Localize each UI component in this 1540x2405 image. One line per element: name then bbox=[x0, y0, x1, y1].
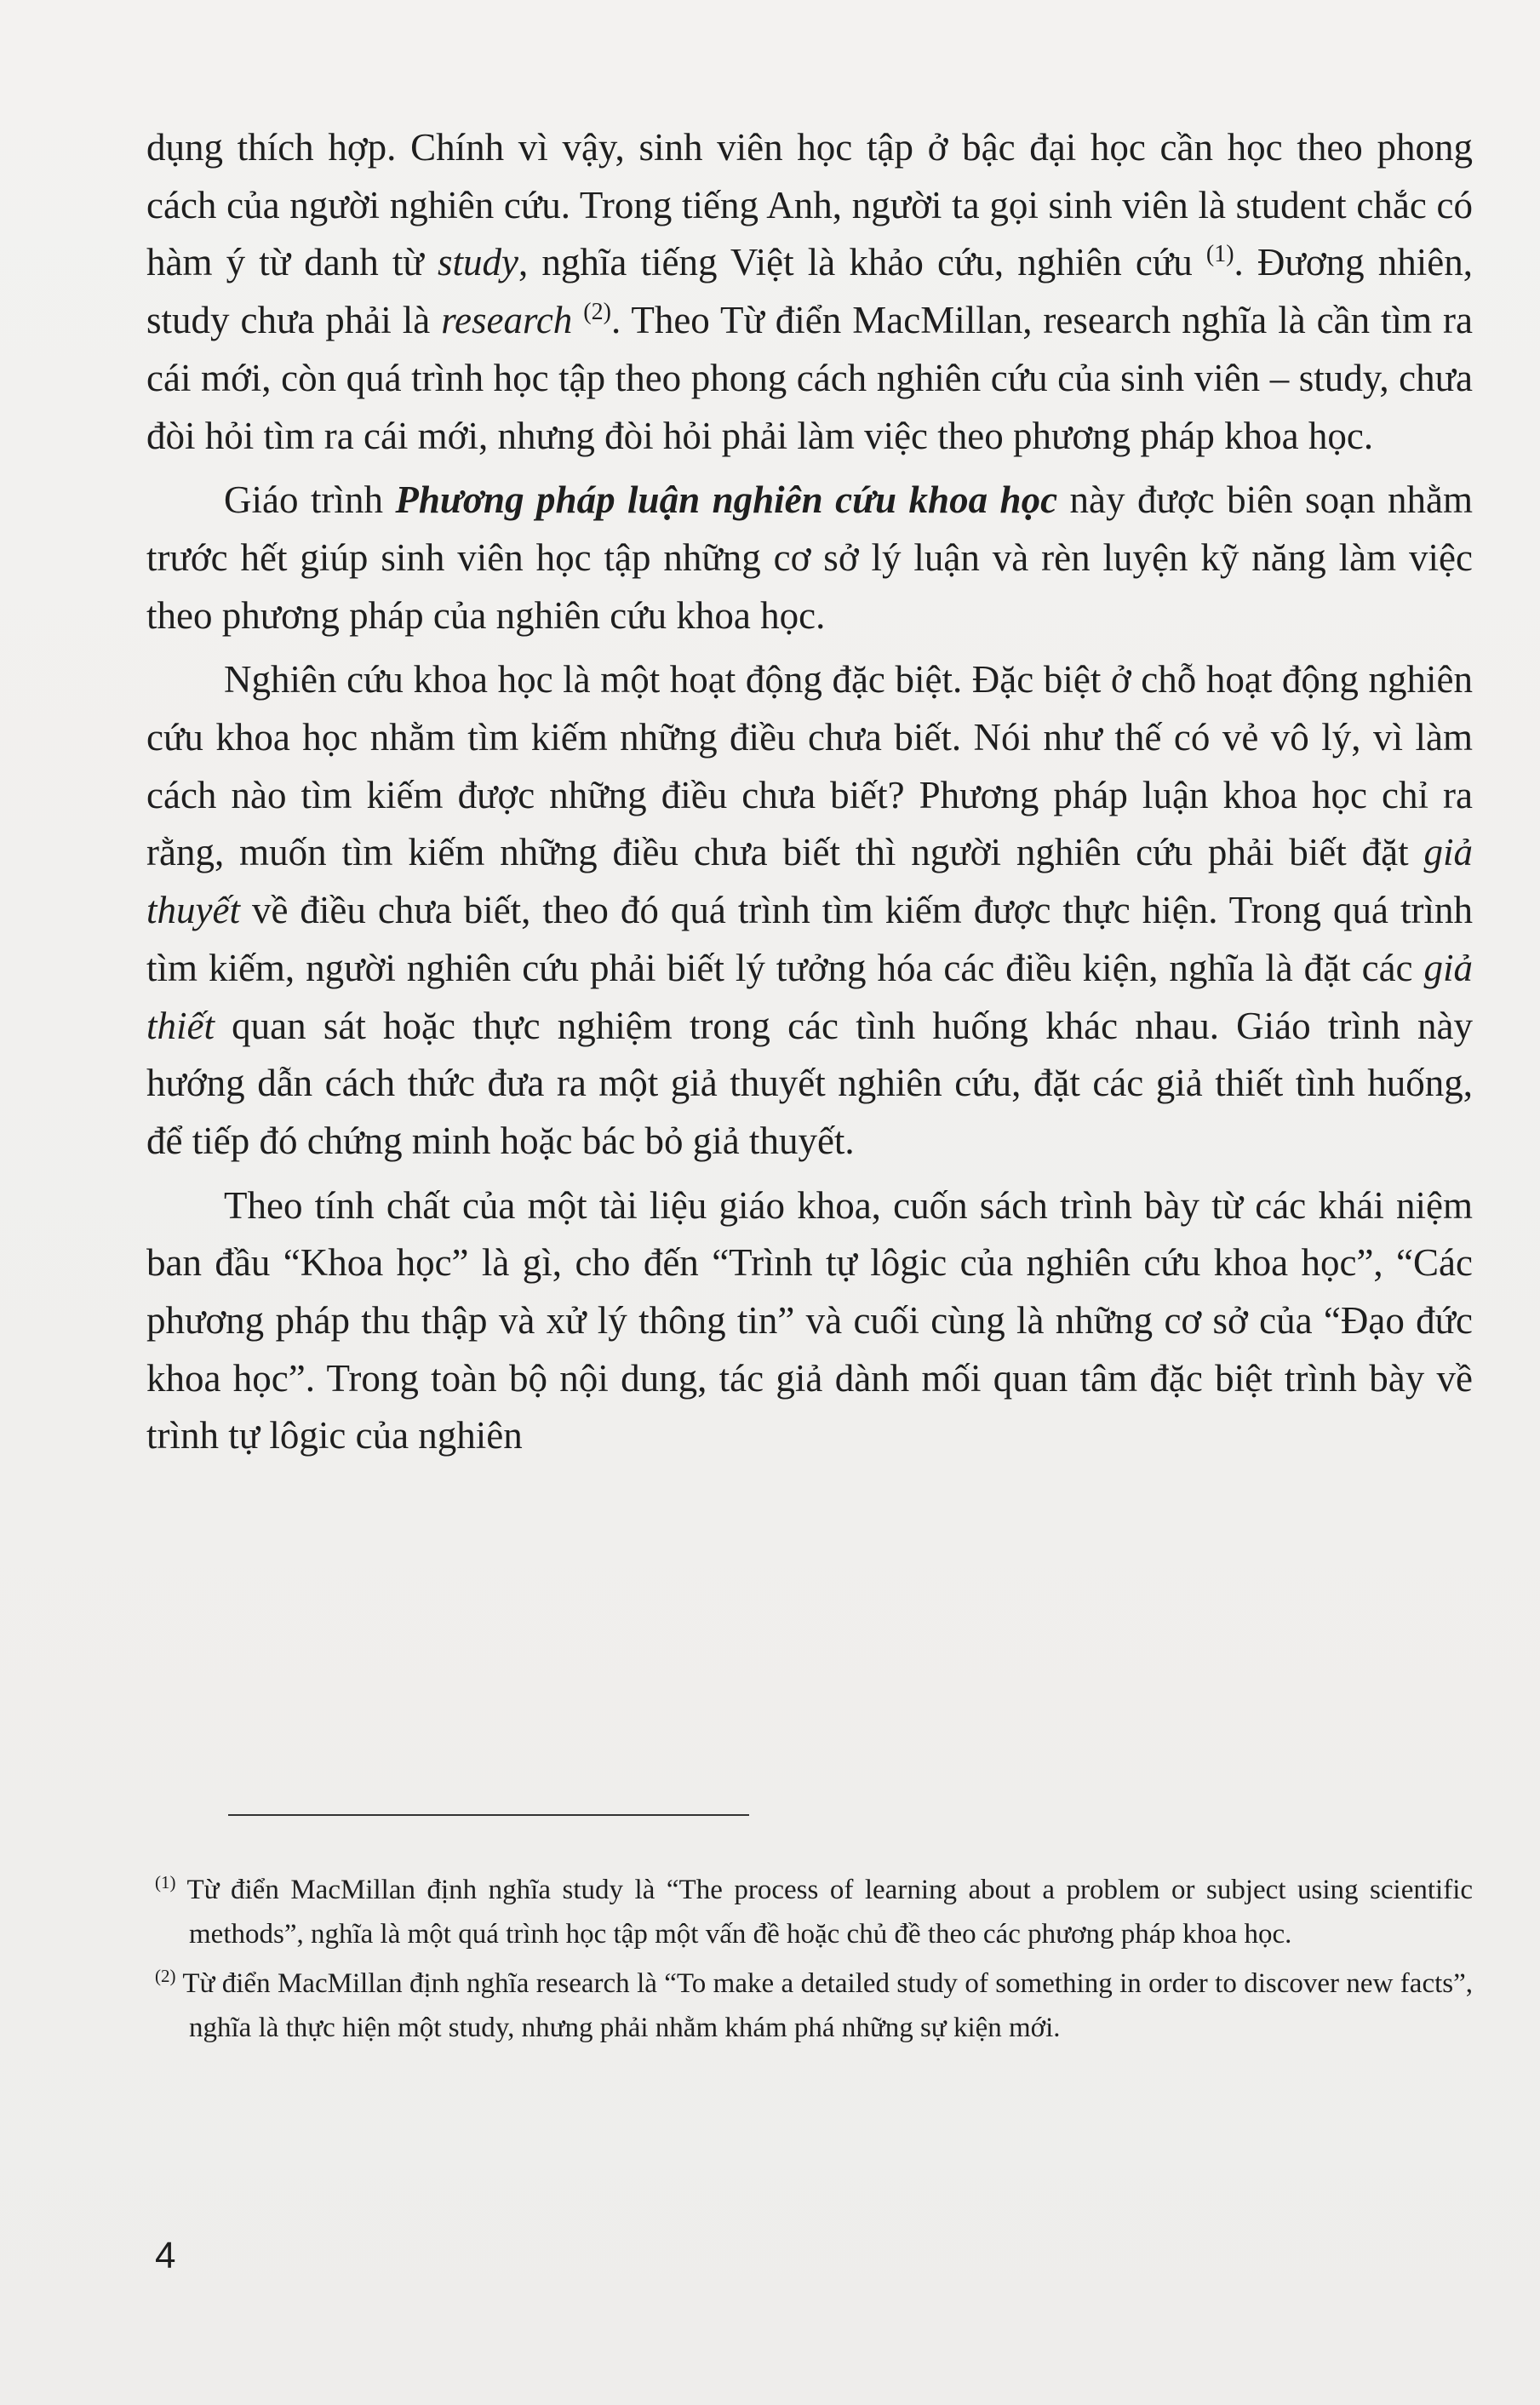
text-run: quan sát hoặc thực nghiệm trong các tình huống khác nhau. Giáo trình này hướng dẫn cách thức đưa ra một giả thuyết nghiên cứu, đặt các giả thiết tình huống, để tiếp đó chứng minh hoặc bác bỏ giả thuyết. bbox=[146, 1004, 1473, 1162]
paragraph bbox=[146, 1177, 1473, 1466]
text-run: . Theo Từ điển MacMillan, research nghĩa là cần tìm ra cái mới, còn quá trình học tập theo phong cách nghiên cứu của sinh viên – study, chưa đòi hỏi tìm ra cái mới, nhưng đòi hỏi phải làm việc theo phương pháp khoa học. bbox=[146, 299, 1473, 457]
footnote-text: Từ điển MacMillan định nghĩa research là “To make a detailed study of something in order to discover new facts”, nghĩa là thực hiện một study, nhưng phải nhằm khám phá những sự kiện mới. bbox=[182, 1968, 1473, 2043]
footnote-marker: (2) bbox=[155, 1966, 176, 1986]
footnote-reference: (1) bbox=[1205, 241, 1234, 268]
footnote-marker: (1) bbox=[155, 1872, 176, 1893]
text-run: về điều chưa biết, theo đó quá trình tìm kiếm được thực hiện. Trong quá trình tìm kiếm, người nghiên cứu phải biết lý tưởng hóa các điều kiện, nghĩa là đặt các bbox=[146, 889, 1473, 989]
footnotes bbox=[155, 1868, 1473, 2055]
book-title: Phương pháp luận nghiên cứu khoa học bbox=[395, 478, 1058, 522]
paragraph bbox=[146, 119, 1473, 465]
footnote-1 bbox=[155, 1868, 1473, 1956]
text-run: dụng thích hợp. Chính vì vậy, sinh viên học tập ở bậc đại học cần học theo phong cách của người nghiên cứu. Trong tiếng Anh, người ta gọi sinh viên là student chắc có hàm ý từ danh từ bbox=[146, 126, 1473, 284]
paragraph bbox=[146, 651, 1473, 1170]
text-run: này được biên soạn nhằm trước hết giúp sinh viên học tập những cơ sở lý luận và rèn luyện kỹ năng làm việc theo phương pháp của nghiên cứu khoa học. bbox=[146, 478, 1473, 637]
italic-term: study bbox=[437, 241, 518, 284]
text-run: Giáo trình bbox=[224, 478, 396, 522]
italic-term: giả thuyết bbox=[146, 831, 1473, 932]
text-run bbox=[572, 299, 583, 341]
italic-term: research bbox=[441, 299, 573, 342]
footnote-separator bbox=[228, 1814, 749, 1816]
body-text bbox=[146, 119, 1473, 1465]
footnote-2 bbox=[155, 1961, 1473, 2050]
paragraph bbox=[146, 472, 1473, 644]
footnote-text: Từ điển MacMillan định nghĩa study là “The process of learning about a problem or subject using scientific methods”, nghĩa là một quá trình học tập một vấn đề hoặc chủ đề theo các phương pháp khoa học. bbox=[186, 1875, 1474, 1950]
page-number: 4 bbox=[155, 2235, 176, 2276]
text-run: Nghiên cứu khoa học là một hoạt động đặc biệt. Đặc biệt ở chỗ hoạt động nghiên cứu khoa học nhằm tìm kiếm những điều chưa biết. Nói như thế có vẻ vô lý, vì làm cách nào tìm kiếm được những điều chưa biết? Phương pháp luận khoa học chỉ ra rằng, muốn tìm kiếm những điều chưa biết thì người nghiên cứu phải biết đặt bbox=[146, 658, 1473, 874]
footnote-reference: (2) bbox=[583, 299, 611, 326]
text-run: , nghĩa tiếng Việt là khảo cứu, nghiên cứu bbox=[518, 241, 1206, 284]
text-run: Theo tính chất của một tài liệu giáo khoa, cuốn sách trình bày từ các khái niệm ban đầu “Khoa học” là gì, cho đến “Trình tự lôgic của nghiên cứu khoa học”, “Các phương pháp thu thập và xử lý thông tin” và cuối cùng là những cơ sở của “Đạo đức khoa học”. Trong toàn bộ nội dung, tác giả dành mối quan tâm đặc biệt trình bày về trình tự lôgic của nghiên bbox=[146, 1183, 1473, 1457]
italic-term: giả thiết bbox=[146, 946, 1473, 1047]
text-run: . Đương nhiên, study chưa phải là bbox=[146, 241, 1473, 342]
